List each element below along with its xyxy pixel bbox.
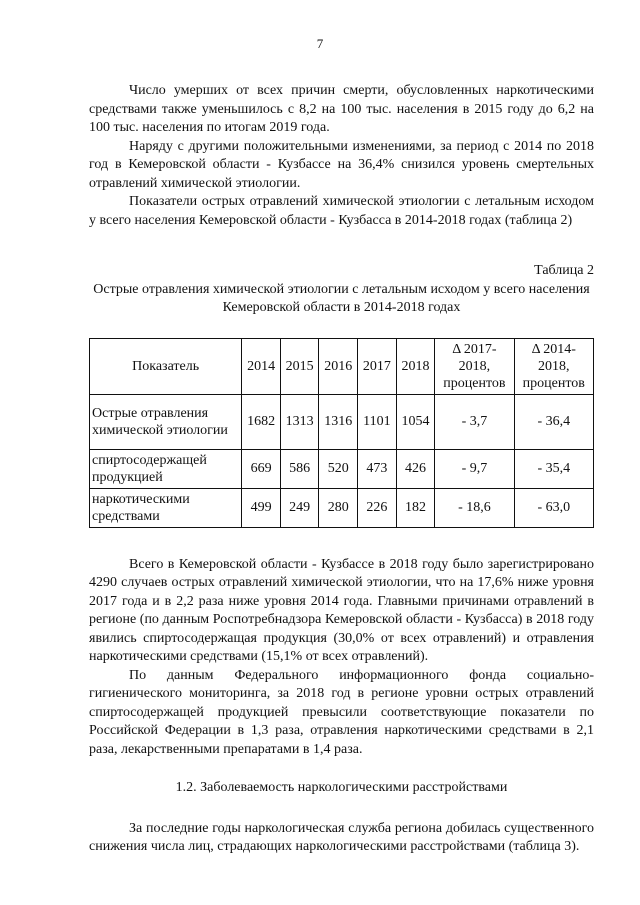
header-cell: 2014 — [242, 338, 281, 394]
table-cell: 1054 — [396, 394, 435, 449]
table-row — [90, 449, 594, 488]
table-cell: 182 — [396, 488, 435, 527]
header-cell: Δ 2014-2018, процентов — [514, 338, 593, 394]
table-header-row — [90, 338, 594, 394]
table-title: Острые отравления химической этиологии с летальным исходом у всего населения Кемеровской области в 2014-2018 годах — [93, 281, 590, 315]
paragraph-table-intro: Показатели острых отравлений химической этиологии с летальным исходом у всего населения Кемеровской области - Кузбасса в 2014-2018 годах (таблица 2) — [89, 194, 594, 228]
table-cell: 669 — [242, 449, 281, 488]
table-cell: 249 — [280, 488, 319, 527]
table-cell: - 9,7 — [435, 449, 514, 488]
poisoning-table — [89, 338, 594, 528]
paragraph-deaths: Число умерших от всех причин смерти, обусловленных наркотическими средствами также уменьшилось с 8,2 на 100 тыс. населения в 2015 году до 6,2 на 100 тыс. населения по итогам 2019 года. — [89, 83, 594, 135]
header-cell: Δ 2017-2018, процентов — [435, 338, 514, 394]
paragraph-total-poisonings: Всего в Кемеровской области - Кузбассе в 2018 году было зарегистрировано 4290 случаев острых отравлений химической этиологии, что на 17,6% ниже уровня 2017 года и в 2,2 раза ниже уровня 2014 года. Главными причинами отравлений в регионе (по данным Роспотребнадзора Кемеровской области - Кузбасса) в 2018 году явились спиртосодержащая продукция (30,0% от всех отравлений) и отравления наркотическими средствами (15,1% от всех отравлений). — [89, 556, 594, 664]
table-cell: - 63,0 — [514, 488, 593, 527]
table-cell: 499 — [242, 488, 281, 527]
document-body — [89, 82, 594, 857]
table-cell: 1313 — [280, 394, 319, 449]
paragraph-federal-fund: По данным Федерального информационного фонда социально-гигиенического мониторинга, за 2018 год в регионе уровни острых отравлений спиртосодержащей продукцией превысили соответствующие показатели по Российской Федерации в 1,3 раза, отравления наркотическими средствами в 2,1 раза, лекарственными препаратами в 1,4 раза. — [89, 667, 594, 757]
header-cell: 2016 — [319, 338, 358, 394]
table-cell: - 35,4 — [514, 449, 593, 488]
header-cell: 2015 — [280, 338, 319, 394]
table-cell: - 3,7 — [435, 394, 514, 449]
paragraph-narcology-service: За последние годы наркологическая служба региона добилась существенного снижения числа лиц, страдающих наркологическими расстройствами (таблица 3). — [89, 820, 594, 854]
table-cell: 1682 — [242, 394, 281, 449]
table-cell: 426 — [396, 449, 435, 488]
section-heading: 1.2. Заболеваемость наркологическими расстройствами — [175, 780, 508, 795]
header-cell: 2017 — [358, 338, 397, 394]
table-row — [90, 394, 594, 449]
header-cell: 2018 — [396, 338, 435, 394]
table-cell: 280 — [319, 488, 358, 527]
header-cell: Показатель — [90, 338, 242, 394]
table-cell: 473 — [358, 449, 397, 488]
table-cell: спиртосодержащей продукцией — [90, 449, 242, 488]
table-cell: - 36,4 — [514, 394, 593, 449]
table-row — [90, 488, 594, 527]
table-cell: 520 — [319, 449, 358, 488]
paragraph-poisoning-decline: Наряду с другими положительными изменениями, за период с 2014 по 2018 год в Кемеровской области - Кузбассе на 36,4% снизился уровень смертельных отравлений химической этиологии. — [89, 138, 594, 191]
table-cell: 586 — [280, 449, 319, 488]
table-cell: 1101 — [358, 394, 397, 449]
table-cell: Острые отравления химической этиологии — [90, 394, 242, 449]
table-cell: - 18,6 — [435, 488, 514, 527]
table-cell: наркотическими средствами — [90, 488, 242, 527]
table-cell: 226 — [358, 488, 397, 527]
table-cell: 1316 — [319, 394, 358, 449]
table-label: Таблица 2 — [534, 263, 594, 278]
page-number: 7 — [316, 36, 324, 51]
